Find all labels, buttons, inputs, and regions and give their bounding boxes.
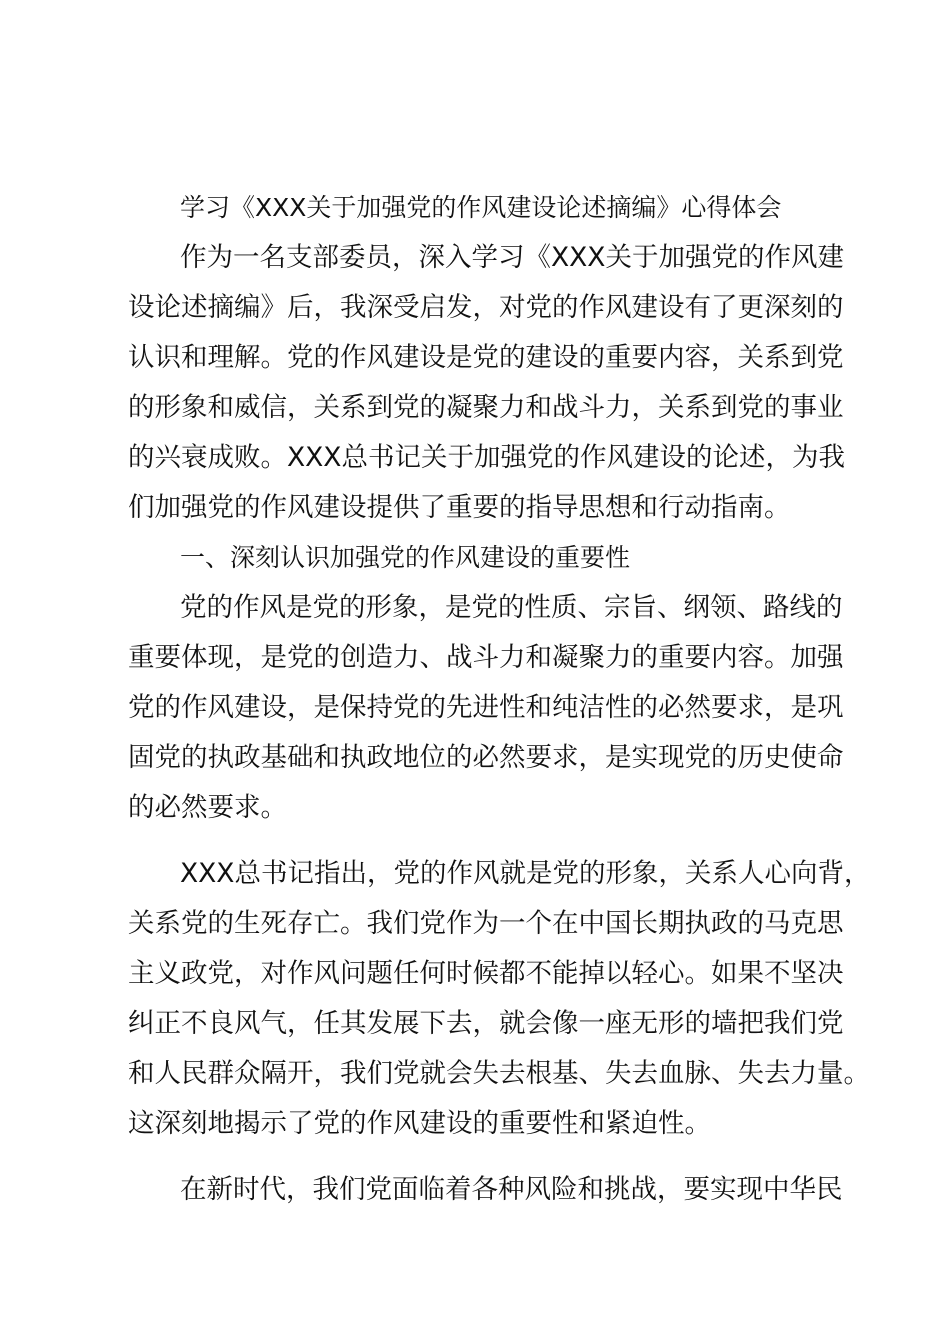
paragraph-line: 这深刻地揭示了党的作风建设的重要性和紧迫性。: [128, 1108, 711, 1139]
document-title: 学习《XXX关于加强党的作风建设论述摘编》心得体会: [180, 193, 782, 222]
paragraph-line: 和人民群众隔开，我们党就会失去根基、失去血脉、失去力量。: [128, 1058, 870, 1089]
paragraph-line: 的形象和威信，关系到党的凝聚力和战斗力，关系到党的事业: [128, 392, 844, 423]
paragraph-line: 作为一名支部委员，深入学习《XXX关于加强党的作风建: [180, 242, 844, 273]
paragraph-line: 设论述摘编》后，我深受启发，对党的作风建设有了更深刻的: [128, 292, 844, 323]
paragraph-line: 的必然要求。: [128, 792, 287, 823]
paragraph-line: 在新时代，我们党面临着各种风险和挑战，要实现中华民: [180, 1174, 843, 1205]
paragraph-line: 重要体现，是党的创造力、战斗力和凝聚力的重要内容。加强: [128, 642, 844, 673]
paragraph-line: 们加强党的作风建设提供了重要的指导思想和行动指南。: [128, 492, 791, 523]
paragraph-spacing: [128, 833, 840, 849]
paragraph-importance: [128, 583, 844, 833]
paragraph-line: 党的作风建设，是保持党的先进性和纯洁性的必然要求，是巩: [128, 692, 844, 723]
paragraph-line: 关系党的生死存亡。我们党作为一个在中国长期执政的马克思: [128, 908, 844, 939]
paragraph-spacing: [128, 1149, 840, 1165]
paragraph-line: 纠正不良风气，任其发展下去，就会像一座无形的墙把我们党: [128, 1008, 844, 1039]
paragraph-quote: [128, 849, 871, 1149]
section-heading: 一、深刻认识加强党的作风建设的重要性: [180, 543, 631, 572]
paragraph-line: 党的作风是党的形象，是党的性质、宗旨、纲领、路线的: [180, 592, 843, 623]
document-body: [128, 183, 871, 1215]
paragraph-line: 认识和理解。党的作风建设是党的建设的重要内容，关系到党: [128, 342, 844, 373]
paragraph-line: 主义政党，对作风问题任何时候都不能掉以轻心。如果不坚决: [128, 958, 844, 989]
paragraph-line: 固党的执政基础和执政地位的必然要求，是实现党的历史使命: [128, 742, 844, 773]
paragraph-intro: [128, 233, 845, 533]
paragraph-line: 的兴衰成败。XXX总书记关于加强党的作风建设的论述，为我: [128, 442, 845, 473]
paragraph-line: XXX总书记指出，党的作风就是党的形象，关系人心向背，: [180, 858, 871, 889]
paragraph-new-era: [128, 1165, 843, 1215]
